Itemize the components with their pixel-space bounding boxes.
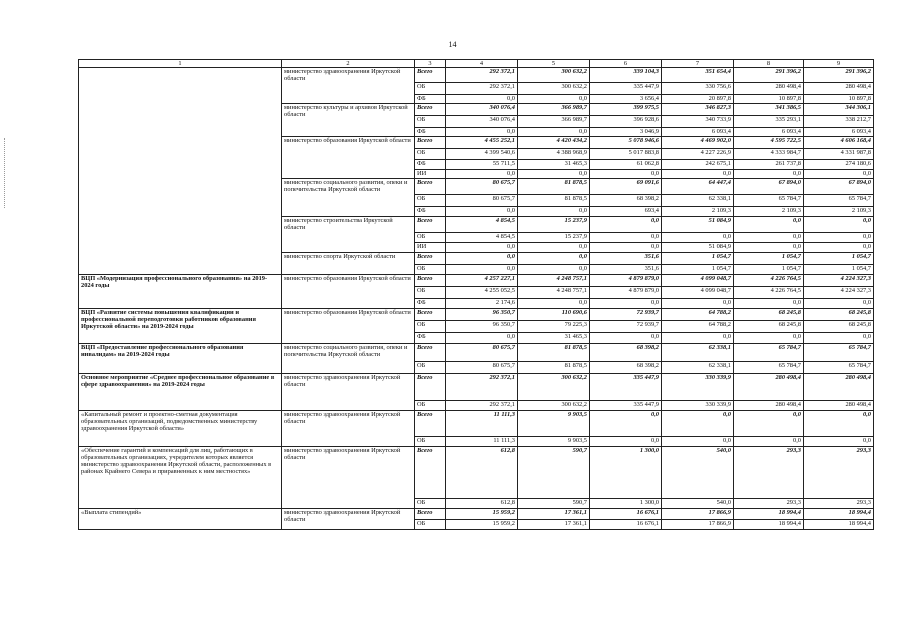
table-row <box>79 309 874 321</box>
amount-cell: 0,0 <box>804 299 874 309</box>
amount-cell: 0,0 <box>662 299 734 309</box>
amount-cell: 4 606 168,4 <box>804 137 874 149</box>
amount-cell: 62 338,1 <box>662 195 734 207</box>
amount-cell: 0,0 <box>446 333 518 344</box>
executor-name: министерство образования Иркутской области <box>282 137 415 179</box>
amount-cell: 693,4 <box>590 207 662 217</box>
amount-cell: 17 866,9 <box>662 509 734 520</box>
amount-cell: 0,0 <box>446 243 518 253</box>
amount-cell: 0,0 <box>804 170 874 179</box>
amount-cell: 96 350,7 <box>446 321 518 333</box>
executor-name: министерство строительства Иркутской области <box>282 217 415 253</box>
executor-name: министерство здравоохранения Иркутской области <box>282 68 415 104</box>
funding-source: ОБ <box>415 83 446 95</box>
amount-cell: 9 903,5 <box>518 411 590 437</box>
funding-source: Всего <box>415 374 446 401</box>
amount-cell: 65 784,7 <box>734 344 804 362</box>
amount-cell: 335 293,1 <box>734 116 804 128</box>
amount-cell: 300 632,2 <box>518 374 590 401</box>
amount-cell: 280 498,4 <box>734 83 804 95</box>
margin-marks <box>4 138 7 208</box>
amount-cell: 0,0 <box>590 299 662 309</box>
amount-cell: 4 331 987,8 <box>804 149 874 160</box>
amount-cell: 0,0 <box>446 207 518 217</box>
amount-cell: 81 878,5 <box>518 195 590 207</box>
amount-cell: 280 498,4 <box>804 374 874 401</box>
funding-source: ОБ <box>415 362 446 374</box>
executor-name: министерство социального развития, опеки и попечительства Иркутской области <box>282 344 415 374</box>
funding-source: ФБ <box>415 333 446 344</box>
amount-cell: 15 959,2 <box>446 509 518 520</box>
amount-cell: 341 386,5 <box>734 104 804 116</box>
amount-cell: 1 300,0 <box>590 499 662 509</box>
amount-cell: 261 737,8 <box>734 160 804 170</box>
amount-cell: 4 854,5 <box>446 217 518 233</box>
amount-cell: 0,0 <box>734 217 804 233</box>
amount-cell: 51 084,9 <box>662 217 734 233</box>
amount-cell: 340 733,9 <box>662 116 734 128</box>
funding-source: Всего <box>415 68 446 83</box>
amount-cell: 291 396,2 <box>804 68 874 83</box>
amount-cell: 4 420 434,2 <box>518 137 590 149</box>
amount-cell: 293,3 <box>734 499 804 509</box>
program-name: ВЦП «Модернизация профессионального образования» на 2019-2024 годы <box>79 275 282 309</box>
col-header: 3 <box>415 60 446 68</box>
funding-source: ОБ <box>415 401 446 411</box>
executor-name: министерство здравоохранения Иркутской области <box>282 509 415 530</box>
amount-cell: 110 690,6 <box>518 309 590 321</box>
amount-cell: 68 245,8 <box>734 321 804 333</box>
amount-cell: 4 227 226,9 <box>662 149 734 160</box>
program-name: «Капитальный ремонт и проектно-сметная документация образовательных организаций, подведомственных министерству здравоохранения Иркутской области» <box>79 411 282 447</box>
program-name: Основное мероприятие «Среднее профессиональное образование в сфере здравоохранения» на 2019-2024 годы <box>79 374 282 411</box>
table-row <box>79 411 874 437</box>
amount-cell: 293,3 <box>804 447 874 499</box>
amount-cell: 18 994,4 <box>804 509 874 520</box>
funding-source: Всего <box>415 217 446 233</box>
amount-cell: 2 109,3 <box>734 207 804 217</box>
amount-cell: 31 465,3 <box>518 160 590 170</box>
amount-cell: 0,0 <box>734 299 804 309</box>
amount-cell: 4 226 764,5 <box>734 287 804 299</box>
amount-cell: 335 447,9 <box>590 401 662 411</box>
funding-source: Всего <box>415 179 446 195</box>
funding-source: ОБ <box>415 149 446 160</box>
amount-cell: 280 498,4 <box>734 401 804 411</box>
amount-cell: 242 675,1 <box>662 160 734 170</box>
funding-source: Всего <box>415 253 446 265</box>
amount-cell: 366 989,7 <box>518 104 590 116</box>
amount-cell: 0,0 <box>734 411 804 437</box>
amount-cell: 64 788,2 <box>662 309 734 321</box>
amount-cell: 0,0 <box>804 217 874 233</box>
amount-cell: 335 447,9 <box>590 83 662 95</box>
amount-cell: 344 306,1 <box>804 104 874 116</box>
amount-cell: 4 879 879,0 <box>590 275 662 287</box>
amount-cell: 31 465,3 <box>518 333 590 344</box>
amount-cell: 61 062,8 <box>590 160 662 170</box>
amount-cell: 2 109,3 <box>662 207 734 217</box>
amount-cell: 65 784,7 <box>804 195 874 207</box>
amount-cell: 292 372,1 <box>446 374 518 401</box>
col-header: 7 <box>662 60 734 68</box>
amount-cell: 65 784,7 <box>804 362 874 374</box>
amount-cell: 6 093,4 <box>804 128 874 137</box>
table-row <box>79 344 874 362</box>
amount-cell: 68 398,2 <box>590 195 662 207</box>
amount-cell: 346 827,3 <box>662 104 734 116</box>
amount-cell: 5 017 883,8 <box>590 149 662 160</box>
amount-cell: 96 350,7 <box>446 309 518 321</box>
amount-cell: 612,8 <box>446 499 518 509</box>
amount-cell: 17 361,1 <box>518 520 590 530</box>
col-header: 9 <box>804 60 874 68</box>
executor-name: министерство образования Иркутской области <box>282 309 415 344</box>
amount-cell: 55 711,5 <box>446 160 518 170</box>
amount-cell: 67 894,0 <box>734 179 804 195</box>
amount-cell: 340 076,4 <box>446 116 518 128</box>
executor-name: министерство здравоохранения Иркутской области <box>282 411 415 447</box>
amount-cell: 79 225,3 <box>518 321 590 333</box>
amount-cell: 80 675,7 <box>446 195 518 207</box>
amount-cell: 18 994,4 <box>734 509 804 520</box>
amount-cell: 340 076,4 <box>446 104 518 116</box>
program-cell <box>79 68 282 275</box>
amount-cell: 0,0 <box>590 437 662 447</box>
amount-cell: 4 224 327,3 <box>804 275 874 287</box>
amount-cell: 0,0 <box>446 253 518 265</box>
funding-source: ФБ <box>415 299 446 309</box>
amount-cell: 0,0 <box>446 265 518 275</box>
col-header: 6 <box>590 60 662 68</box>
amount-cell: 4 595 722,5 <box>734 137 804 149</box>
amount-cell: 335 447,9 <box>590 374 662 401</box>
amount-cell: 366 989,7 <box>518 116 590 128</box>
amount-cell: 4 257 227,1 <box>446 275 518 287</box>
amount-cell: 292 372,1 <box>446 401 518 411</box>
amount-cell: 339 104,3 <box>590 68 662 83</box>
amount-cell: 4 099 048,7 <box>662 275 734 287</box>
amount-cell: 0,0 <box>446 128 518 137</box>
funding-source: ОБ <box>415 287 446 299</box>
amount-cell: 51 084,9 <box>662 243 734 253</box>
amount-cell: 0,0 <box>662 333 734 344</box>
amount-cell: 280 498,4 <box>734 374 804 401</box>
funding-source: Всего <box>415 447 446 499</box>
budget-table <box>78 59 874 530</box>
amount-cell: 0,0 <box>662 170 734 179</box>
funding-source: ФБ <box>415 207 446 217</box>
amount-cell: 280 498,4 <box>804 401 874 411</box>
amount-cell: 67 894,0 <box>804 179 874 195</box>
amount-cell: 0,0 <box>518 170 590 179</box>
table-row <box>79 68 874 83</box>
amount-cell: 338 212,7 <box>804 116 874 128</box>
amount-cell: 80 675,7 <box>446 179 518 195</box>
amount-cell: 16 676,1 <box>590 520 662 530</box>
amount-cell: 612,8 <box>446 447 518 499</box>
page-number: 14 <box>448 40 457 49</box>
amount-cell: 396 928,6 <box>590 116 662 128</box>
amount-cell: 17 361,1 <box>518 509 590 520</box>
funding-source: Всего <box>415 309 446 321</box>
funding-source: Всего <box>415 344 446 362</box>
amount-cell: 0,0 <box>734 243 804 253</box>
funding-source: Всего <box>415 275 446 287</box>
amount-cell: 0,0 <box>662 437 734 447</box>
funding-source: ФБ <box>415 160 446 170</box>
amount-cell: 0,0 <box>804 333 874 344</box>
program-name: ВЦП «Развитие системы повышения квалификации и профессиональной переподготовки работников образования Иркутской области» на 2019-2024 годы <box>79 309 282 344</box>
table-body <box>79 68 874 530</box>
amount-cell: 4 469 902,0 <box>662 137 734 149</box>
amount-cell: 72 939,7 <box>590 321 662 333</box>
amount-cell: 72 939,7 <box>590 309 662 321</box>
amount-cell: 4 099 048,7 <box>662 287 734 299</box>
amount-cell: 590,7 <box>518 447 590 499</box>
amount-cell: 351,6 <box>590 265 662 275</box>
amount-cell: 0,0 <box>662 411 734 437</box>
amount-cell: 4 388 968,9 <box>518 149 590 160</box>
amount-cell: 399 975,5 <box>590 104 662 116</box>
amount-cell: 300 632,2 <box>518 83 590 95</box>
amount-cell: 0,0 <box>590 217 662 233</box>
amount-cell: 4 455 252,1 <box>446 137 518 149</box>
amount-cell: 3 046,9 <box>590 128 662 137</box>
amount-cell: 2 109,3 <box>804 207 874 217</box>
program-name: «Выплата стипендий» <box>79 509 282 530</box>
amount-cell: 68 398,2 <box>590 362 662 374</box>
col-header: 5 <box>518 60 590 68</box>
col-header: 8 <box>734 60 804 68</box>
header-row <box>79 60 874 68</box>
amount-cell: 15 959,2 <box>446 520 518 530</box>
funding-source: ОБ <box>415 321 446 333</box>
amount-cell: 10 897,8 <box>804 95 874 104</box>
amount-cell: 590,7 <box>518 499 590 509</box>
amount-cell: 1 300,0 <box>590 447 662 499</box>
amount-cell: 280 498,4 <box>804 83 874 95</box>
amount-cell: 0,0 <box>662 233 734 243</box>
amount-cell: 0,0 <box>804 411 874 437</box>
table-row <box>79 275 874 287</box>
amount-cell: 80 675,7 <box>446 362 518 374</box>
amount-cell: 4 333 984,7 <box>734 149 804 160</box>
amount-cell: 15 237,9 <box>518 217 590 233</box>
executor-name: министерство культуры и архивов Иркутской области <box>282 104 415 137</box>
amount-cell: 64 788,2 <box>662 321 734 333</box>
amount-cell: 0,0 <box>804 437 874 447</box>
amount-cell: 0,0 <box>590 170 662 179</box>
amount-cell: 0,0 <box>518 207 590 217</box>
table-row <box>79 509 874 520</box>
amount-cell: 0,0 <box>518 299 590 309</box>
amount-cell: 0,0 <box>446 95 518 104</box>
funding-source: ФБ <box>415 128 446 137</box>
funding-source: Всего <box>415 137 446 149</box>
amount-cell: 1 054,7 <box>804 253 874 265</box>
amount-cell: 330 339,9 <box>662 401 734 411</box>
amount-cell: 292 372,1 <box>446 83 518 95</box>
table-row <box>79 374 874 401</box>
executor-name: министерство спорта Иркутской области <box>282 253 415 275</box>
amount-cell: 65 784,7 <box>734 362 804 374</box>
amount-cell: 3 656,4 <box>590 95 662 104</box>
amount-cell: 2 174,6 <box>446 299 518 309</box>
amount-cell: 65 784,7 <box>804 344 874 362</box>
amount-cell: 0,0 <box>590 333 662 344</box>
funding-source: ИИ <box>415 170 446 179</box>
amount-cell: 64 447,4 <box>662 179 734 195</box>
amount-cell: 0,0 <box>804 233 874 243</box>
amount-cell: 291 396,2 <box>734 68 804 83</box>
amount-cell: 0,0 <box>734 333 804 344</box>
amount-cell: 540,0 <box>662 447 734 499</box>
amount-cell: 4 879 879,0 <box>590 287 662 299</box>
amount-cell: 68 245,8 <box>804 321 874 333</box>
amount-cell: 81 878,5 <box>518 344 590 362</box>
amount-cell: 0,0 <box>590 411 662 437</box>
amount-cell: 0,0 <box>590 233 662 243</box>
amount-cell: 81 878,5 <box>518 362 590 374</box>
amount-cell: 4 248 757,1 <box>518 275 590 287</box>
amount-cell: 300 632,2 <box>518 401 590 411</box>
program-name: «Обеспечение гарантий и компенсаций для лиц, работающих в образовательных организациях, учредителем которых является министерство здравоохранения Иркутской области, расположенных в районах Крайнего Севера и приравненных к ним местностях» <box>79 447 282 509</box>
amount-cell: 16 676,1 <box>590 509 662 520</box>
amount-cell: 6 093,4 <box>662 128 734 137</box>
funding-source: Всего <box>415 509 446 520</box>
amount-cell: 540,0 <box>662 499 734 509</box>
amount-cell: 4 399 540,6 <box>446 149 518 160</box>
amount-cell: 20 897,8 <box>662 95 734 104</box>
amount-cell: 11 111,3 <box>446 437 518 447</box>
executor-name: министерство образования Иркутской области <box>282 275 415 309</box>
col-header: 1 <box>79 60 282 68</box>
amount-cell: 10 897,8 <box>734 95 804 104</box>
amount-cell: 1 054,7 <box>734 253 804 265</box>
funding-source: ОБ <box>415 195 446 207</box>
amount-cell: 81 878,5 <box>518 179 590 195</box>
table-row <box>79 447 874 499</box>
amount-cell: 292 372,1 <box>446 68 518 83</box>
amount-cell: 9 903,5 <box>518 437 590 447</box>
amount-cell: 0,0 <box>518 265 590 275</box>
amount-cell: 0,0 <box>734 437 804 447</box>
amount-cell: 4 248 757,1 <box>518 287 590 299</box>
amount-cell: 62 338,1 <box>662 362 734 374</box>
amount-cell: 0,0 <box>734 170 804 179</box>
amount-cell: 0,0 <box>518 243 590 253</box>
amount-cell: 300 632,2 <box>518 68 590 83</box>
amount-cell: 5 078 946,6 <box>590 137 662 149</box>
amount-cell: 62 338,1 <box>662 344 734 362</box>
amount-cell: 330 756,6 <box>662 83 734 95</box>
amount-cell: 4 224 327,3 <box>804 287 874 299</box>
amount-cell: 68 398,2 <box>590 344 662 362</box>
amount-cell: 0,0 <box>518 95 590 104</box>
amount-cell: 4 854,5 <box>446 233 518 243</box>
funding-source: ОБ <box>415 265 446 275</box>
amount-cell: 11 111,3 <box>446 411 518 437</box>
amount-cell: 0,0 <box>734 233 804 243</box>
amount-cell: 293,3 <box>734 447 804 499</box>
amount-cell: 4 226 764,5 <box>734 275 804 287</box>
funding-source: ФБ <box>415 95 446 104</box>
amount-cell: 15 237,9 <box>518 233 590 243</box>
amount-cell: 68 245,8 <box>734 309 804 321</box>
amount-cell: 18 994,4 <box>804 520 874 530</box>
amount-cell: 1 054,7 <box>734 265 804 275</box>
amount-cell: 4 255 052,5 <box>446 287 518 299</box>
amount-cell: 65 784,7 <box>734 195 804 207</box>
amount-cell: 0,0 <box>590 243 662 253</box>
funding-source: ОБ <box>415 233 446 243</box>
funding-source: ИИ <box>415 243 446 253</box>
amount-cell: 68 245,8 <box>804 309 874 321</box>
amount-cell: 274 180,6 <box>804 160 874 170</box>
amount-cell: 0,0 <box>804 243 874 253</box>
funding-source: Всего <box>415 411 446 437</box>
amount-cell: 0,0 <box>518 253 590 265</box>
funding-source: ОБ <box>415 499 446 509</box>
amount-cell: 0,0 <box>446 170 518 179</box>
funding-source: Всего <box>415 104 446 116</box>
executor-name: министерство социального развития, опеки и попечительства Иркутской области <box>282 179 415 217</box>
funding-source: ОБ <box>415 520 446 530</box>
executor-name: министерство здравоохранения Иркутской области <box>282 447 415 509</box>
amount-cell: 293,3 <box>804 499 874 509</box>
amount-cell: 330 339,9 <box>662 374 734 401</box>
amount-cell: 1 054,7 <box>662 253 734 265</box>
program-name: ВЦП «Предоставление профессионального образования инвалидам» на 2019-2024 годы <box>79 344 282 374</box>
amount-cell: 0,0 <box>518 128 590 137</box>
amount-cell: 69 091,6 <box>590 179 662 195</box>
amount-cell: 351 654,4 <box>662 68 734 83</box>
amount-cell: 1 054,7 <box>662 265 734 275</box>
col-header: 2 <box>282 60 415 68</box>
amount-cell: 18 994,4 <box>734 520 804 530</box>
funding-source: ОБ <box>415 437 446 447</box>
amount-cell: 1 054,7 <box>804 265 874 275</box>
col-header: 4 <box>446 60 518 68</box>
amount-cell: 351,6 <box>590 253 662 265</box>
amount-cell: 17 866,9 <box>662 520 734 530</box>
amount-cell: 6 093,4 <box>734 128 804 137</box>
funding-source: ОБ <box>415 116 446 128</box>
executor-name: министерство здравоохранения Иркутской области <box>282 374 415 411</box>
amount-cell: 80 675,7 <box>446 344 518 362</box>
